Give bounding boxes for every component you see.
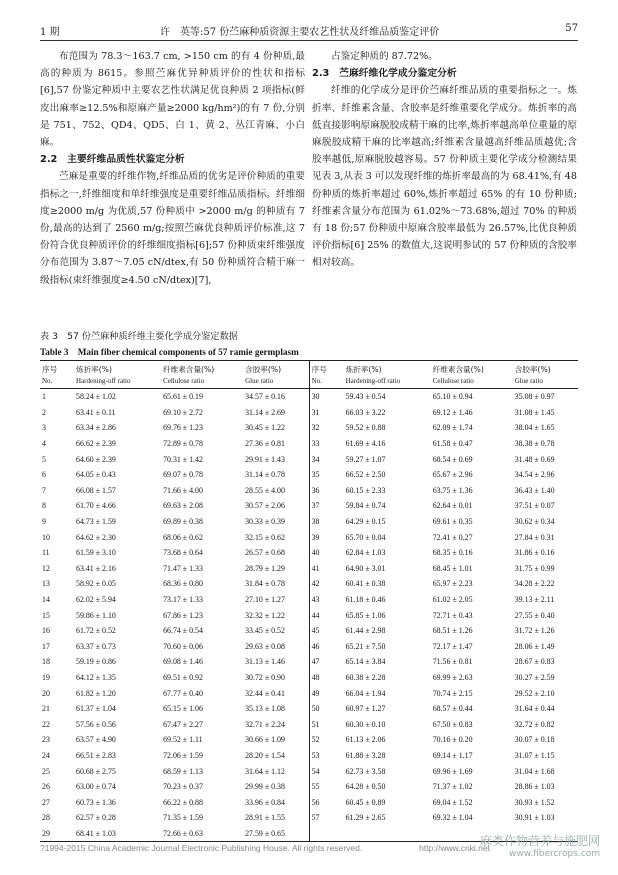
cell-cellulose: 69.89 ± 0.38 <box>163 517 203 527</box>
cell-hardening: 59.19 ± 0.86 <box>76 657 116 667</box>
cell-glue: 28.20 ± 1.54 <box>245 750 285 760</box>
cell-hardening: 65.70 ± 0.04 <box>345 532 386 542</box>
cell-glue: 27.84 ± 0.31 <box>514 532 555 542</box>
cell-no: 4 <box>42 439 46 449</box>
cell-cellulose: 61.02 ± 2.05 <box>432 595 473 605</box>
table-row <box>40 639 578 655</box>
cell-glue: 32.15 ± 0.62 <box>245 532 285 542</box>
cell-cellulose: 69.04 ± 1.52 <box>432 797 473 807</box>
table-row <box>40 529 578 545</box>
cell-hardening: 59.86 ± 1.10 <box>76 610 116 620</box>
cell-cellulose: 70.16 ± 0.20 <box>432 735 473 745</box>
table-row <box>40 732 578 748</box>
cell-no: 51 <box>309 716 344 732</box>
cell-glue: 32.44 ± 0.41 <box>245 688 285 698</box>
table-row <box>40 389 578 405</box>
cell-cellulose: 71.66 ± 4.00 <box>163 485 203 495</box>
watermark-line2: www.fibercrops.com <box>509 849 600 859</box>
cell-hardening: 58.92 ± 0.05 <box>76 579 116 589</box>
cell-hardening: 64.90 ± 3.01 <box>345 563 386 573</box>
watermark <box>480 835 600 861</box>
cell-hardening: 62.57 ± 0.28 <box>76 813 116 823</box>
cell-no: 20 <box>42 688 50 698</box>
cell-cellulose: 61.58 ± 0.47 <box>432 439 473 449</box>
cell-cellulose: 67.50 ± 0.83 <box>432 719 473 729</box>
col-header-hardening-en: Hardening-off ratio <box>76 377 131 385</box>
cell-cellulose: 69.52 ± 1.11 <box>163 735 203 745</box>
header-rule <box>40 40 578 41</box>
cell-no: 44 <box>309 607 344 623</box>
cell-hardening <box>344 826 431 842</box>
cell-glue: 30.27 ± 2.59 <box>514 672 555 682</box>
footer-url[interactable]: http://www.cnki.net <box>419 843 490 853</box>
cell-glue: 33.45 ± 0.52 <box>245 626 285 636</box>
table-caption-en: Table 3 Main fiber chemical components of 57 ramie germplasm <box>40 347 299 357</box>
cell-glue: 38.04 ± 1.65 <box>514 423 555 433</box>
cell-cellulose: 68.57 ± 0.44 <box>432 704 473 714</box>
cell-hardening: 64.28 ± 0.50 <box>345 782 386 792</box>
cell-glue: 31.48 ± 0.69 <box>514 454 555 464</box>
cell-cellulose: 72.66 ± 0.63 <box>163 828 203 838</box>
cell-glue: 28.91 ± 1.55 <box>245 813 285 823</box>
table-row <box>40 685 578 701</box>
col-header-hardening-en: Hardening-off ratio <box>345 377 401 385</box>
cell-no: 10 <box>42 532 50 542</box>
cell-glue: 31.72 ± 1.26 <box>514 626 555 636</box>
cell-hardening: 61.44 ± 2.98 <box>345 626 386 636</box>
cell-glue: 31.75 ± 0.99 <box>514 563 555 573</box>
cell-hardening: 60.30 ± 0.10 <box>345 719 386 729</box>
cell-no: 14 <box>42 595 50 605</box>
cell-hardening: 61.18 ± 0.46 <box>345 595 386 605</box>
cell-hardening: 68.41 ± 1.03 <box>76 828 116 838</box>
cell-no: 6 <box>42 470 46 480</box>
cell-hardening: 64.73 ± 1.59 <box>76 517 116 527</box>
cell-glue: 39.13 ± 2.11 <box>514 595 555 605</box>
cell-cellulose: 70.31 ± 1.42 <box>163 454 203 464</box>
running-header <box>40 20 578 40</box>
cell-no: 9 <box>42 517 46 527</box>
cell-glue: 32.72 ± 0.82 <box>514 719 555 729</box>
cell-glue: 31.64 ± 0.44 <box>514 704 555 714</box>
cell-hardening: 61.69 ± 4.16 <box>345 439 386 449</box>
cell-no: 26 <box>42 782 50 792</box>
cell-cellulose: 69.14 ± 1.17 <box>432 750 473 760</box>
col-header-no-en: No. <box>42 377 53 385</box>
cell-glue: 34.57 ± 0.16 <box>245 392 285 402</box>
cell-glue: 30.45 ± 1.22 <box>245 423 285 433</box>
cell-no: 22 <box>42 719 50 729</box>
cell-no: 16 <box>42 626 50 636</box>
cell-hardening: 58.24 ± 1.02 <box>76 392 116 402</box>
cell-cellulose: 71.56 ± 0.81 <box>432 657 473 667</box>
cell-cellulose: 62.09 ± 1.74 <box>432 423 473 433</box>
cell-glue: 27.10 ± 1.27 <box>245 595 285 605</box>
cell-no: 2 <box>42 407 46 417</box>
cell-cellulose: 68.51 ± 1.26 <box>432 626 473 636</box>
cell-no: 52 <box>309 732 344 748</box>
cell-no: 57 <box>309 810 344 826</box>
table-row <box>40 592 578 608</box>
cell-cellulose: 69.12 ± 1.46 <box>432 407 473 417</box>
cell-hardening: 61.29 ± 2.65 <box>345 813 386 823</box>
cell-hardening: 65.85 ± 1.06 <box>345 610 386 620</box>
cell-no: 55 <box>309 779 344 795</box>
cell-no: 12 <box>42 563 50 573</box>
cell-cellulose: 62.64 ± 0.01 <box>432 501 473 511</box>
cell-cellulose: 69.99 ± 2.63 <box>432 672 473 682</box>
cell-no: 27 <box>42 797 50 807</box>
table-row <box>40 405 578 421</box>
right-section-heading: 2.3 苎麻纤维化学成分鉴定分析 <box>312 68 457 80</box>
cell-hardening: 66.62 ± 2.39 <box>76 439 116 449</box>
cell-glue: 26.57 ± 0.68 <box>245 548 285 558</box>
cell-glue: 28.86 ± 1.03 <box>514 782 555 792</box>
cell-cellulose: 67.86 ± 1.23 <box>163 610 203 620</box>
table-row <box>40 654 578 670</box>
cell-no: 21 <box>42 704 50 714</box>
col-header-glue-en: Glue ratio <box>514 377 543 385</box>
cell-cellulose: 66.22 ± 0.88 <box>163 797 203 807</box>
cell-no: 40 <box>309 545 344 561</box>
cell-no: 35 <box>309 467 344 483</box>
cell-glue: 29.52 ± 2.10 <box>514 688 555 698</box>
cell-hardening: 64.12 ± 1.35 <box>76 672 116 682</box>
cell-glue: 31.13 ± 1.46 <box>245 657 285 667</box>
cell-no: 18 <box>42 657 50 667</box>
cell-no: 3 <box>42 423 46 433</box>
col-header-hardening: 炼折率(%) <box>76 365 112 374</box>
cell-glue: 30.62 ± 0.34 <box>514 517 555 527</box>
cell-hardening: 63.34 ± 2.86 <box>76 423 116 433</box>
cell-glue: 31.86 ± 0.16 <box>514 548 555 558</box>
cell-hardening: 64.05 ± 0.43 <box>76 470 116 480</box>
cell-glue: 28.79 ± 1.29 <box>245 563 285 573</box>
cell-hardening: 59.27 ± 1.07 <box>345 454 386 464</box>
cell-no: 23 <box>42 735 50 745</box>
cell-cellulose: 72.71 ± 0.43 <box>432 610 473 620</box>
running-title: 许 英等:57 份苎麻种质资源主要农艺性状及纤维品质鉴定评价 <box>160 27 440 38</box>
cell-hardening: 61.13 ± 2.06 <box>345 735 386 745</box>
cell-glue: 31.08 ± 1.45 <box>514 407 555 417</box>
table-row <box>40 576 578 592</box>
cell-glue: 30.07 ± 0.18 <box>514 735 555 745</box>
cell-no: 32 <box>309 420 344 436</box>
table-row <box>40 451 578 467</box>
cell-glue: 27.36 ± 0.81 <box>245 439 285 449</box>
cell-hardening: 62.02 ± 5.94 <box>76 595 116 605</box>
left-paragraph: 苎麻是重要的纤维作物,纤维品质的优劣是评价种质的重要指标之一,纤维细度和单纤维强度是重要纤维品质指标。纤维细度≥2000 m/g 为优质,57 份种质中 >2000 m/g 的种质有 7 份,最高的达到了 2560 m/g;按照苎麻优良种质评价标准,这 7 份符合优良种质评价的纤维细度指标[6];57 份种质束纤维强度分布范围为 3.87～7.05 cN/dtex,有 50 份种质符合精干麻一级指标(束纤维强度≥4.50 cN/dtex)[7], <box>40 171 305 286</box>
cell-no: 11 <box>42 548 50 558</box>
cell-cellulose: 71.35 ± 1.59 <box>163 813 203 823</box>
cell-hardening: 60.38 ± 2.28 <box>345 672 386 682</box>
cell-no: 43 <box>309 592 344 608</box>
table-row <box>40 748 578 764</box>
cell-no: 41 <box>309 561 344 577</box>
cell-hardening: 64.62 ± 2.30 <box>76 532 116 542</box>
cell-no: 39 <box>309 529 344 545</box>
table-row <box>40 545 578 561</box>
cell-glue: 37.51 ± 0.07 <box>514 501 555 511</box>
cell-hardening: 61.72 ± 0.52 <box>76 626 116 636</box>
cell-hardening: 61.70 ± 4.66 <box>76 501 116 511</box>
cell-no: 42 <box>309 576 344 592</box>
cell-cellulose: 65.61 ± 0.19 <box>163 392 203 402</box>
cell-hardening: 61.88 ± 3.28 <box>345 750 386 760</box>
cell-cellulose: 69.76 ± 1.23 <box>163 423 203 433</box>
col-header-cellulose-en: Cellulose ratio <box>432 377 474 385</box>
cell-hardening: 63.37 ± 0.73 <box>76 641 116 651</box>
cell-hardening: 65.14 ± 3.84 <box>345 657 386 667</box>
cell-no: 8 <box>42 501 46 511</box>
cell-no: 56 <box>309 794 344 810</box>
copyright-notice: ?1994-2015 China Academic Journal Electronic Publishing House. All rights reserved. <box>40 843 363 853</box>
table-header-row-cn <box>40 361 578 377</box>
table-row <box>40 561 578 577</box>
cell-cellulose: 65.97 ± 2.23 <box>432 579 473 589</box>
cell-hardening: 63.57 ± 4.90 <box>76 735 116 745</box>
cell-no: 19 <box>42 672 50 682</box>
table-row <box>40 607 578 623</box>
cell-no: 45 <box>309 623 344 639</box>
cell-hardening: 61.59 ± 3.10 <box>76 548 116 558</box>
table-caption-cn: 表 3 57 份苎麻种质纤维主要化学成分鉴定数据 <box>40 331 238 342</box>
cell-glue: 30.93 ± 1.52 <box>514 797 555 807</box>
table-row <box>40 483 578 499</box>
table-row <box>40 623 578 639</box>
cell-glue: 31.64 ± 1.12 <box>245 766 285 776</box>
table-row <box>40 436 578 452</box>
cell-glue: 38.38 ± 0.78 <box>514 439 555 449</box>
cell-hardening: 60.73 ± 1.36 <box>76 797 116 807</box>
cell-cellulose: 71.37 ± 1.02 <box>432 782 473 792</box>
cell-glue: 28.55 ± 4.00 <box>245 485 285 495</box>
cell-hardening: 66.04 ± 1.94 <box>345 688 386 698</box>
cell-hardening: 57.56 ± 0.56 <box>76 719 116 729</box>
cell-hardening: 59.84 ± 0.74 <box>345 501 386 511</box>
cell-glue: 27.59 ± 0.65 <box>245 828 285 838</box>
cell-glue: 30.91 ± 1.03 <box>514 813 555 823</box>
page-number: 57 <box>565 23 578 34</box>
table-row <box>40 794 578 810</box>
table-row <box>40 716 578 732</box>
cell-hardening: 61.82 ± 1.20 <box>76 688 116 698</box>
table-row <box>40 467 578 483</box>
cell-no: 46 <box>309 639 344 655</box>
cell-no: 37 <box>309 498 344 514</box>
cell-cellulose: 72.41 ± 0.27 <box>432 532 473 542</box>
cell-glue: 31.07 ± 1.15 <box>514 750 555 760</box>
cell-no: 24 <box>42 750 50 760</box>
cell-glue: 29.63 ± 0.08 <box>245 641 285 651</box>
cell-cellulose: 70.74 ± 2.15 <box>432 688 473 698</box>
left-text-column <box>40 48 305 289</box>
cell-cellulose: 69.63 ± 2.08 <box>163 501 203 511</box>
cell-glue: 31.14 ± 2.69 <box>245 407 285 417</box>
cell-cellulose: 69.51 ± 0.92 <box>163 672 203 682</box>
cell-hardening: 60.15 ± 2.33 <box>345 485 386 495</box>
cell-cellulose: 71.47 ± 1.33 <box>163 563 203 573</box>
cell-glue: 34.54 ± 2.96 <box>514 470 555 480</box>
watermark-line1: 麻类作物营养与施肥网 <box>479 834 600 848</box>
cell-no: 38 <box>309 514 344 530</box>
right-paragraph: 纤维的化学成分是评价苎麻纤维品质的重要指标之一。炼折率、纤维素含量、含胶率是纤维重要化学成分。炼折率的高低直接影响原麻脱胶成精干麻的比率,炼折率越高单位重量的原麻脱胶成精干麻的比率越高;纤维素含量越高纤维品质越优;含胶率越低,原麻脱胶越容易。57 份种质主要化学成分检测结果见表 3,从表 3 可以发现纤维的炼折率最高的为 68.41%,有 48 份种质的炼折率超过 60%,炼折率超过 65% 的有 10 份种质;纤维素含量分布范围为 61.02%～73.68%,超过 70% 的种质有 18 份;57 份种质中原麻含胶率最低为 26.57%,比优良种质评价指标[6] 25% 的数值大,这说明参试的 57 份种质的含胶率相对较高。 <box>312 85 577 269</box>
cell-cellulose: 69.08 ± 1.46 <box>163 657 203 667</box>
cell-cellulose: 73.17 ± 1.33 <box>163 595 203 605</box>
table-row <box>40 498 578 514</box>
cell-cellulose: 73.68 ± 0.64 <box>163 548 203 558</box>
cell-no: 30 <box>309 389 344 405</box>
table-header-row-en <box>40 376 578 389</box>
cell-cellulose: 69.32 ± 1.04 <box>432 813 473 823</box>
cell-cellulose: 72.89 ± 0.78 <box>163 439 203 449</box>
col-header-cellulose: 纤维素含量(%) <box>432 365 484 374</box>
col-header-glue-en: Glue ratio <box>245 377 274 385</box>
cell-no: 50 <box>309 701 344 717</box>
table-row <box>40 670 578 686</box>
cell-cellulose: 65.15 ± 1.06 <box>163 704 203 714</box>
cell-hardening: 66.51 ± 2.83 <box>76 750 116 760</box>
cell-glue: 34.28 ± 2.22 <box>514 579 555 589</box>
left-section-heading: 2.2 主要纤维品质性状鉴定分析 <box>40 154 185 166</box>
cell-no: 49 <box>309 685 344 701</box>
cell-glue: 28.67 ± 0.83 <box>514 657 555 667</box>
cell-hardening: 60.68 ± 2.75 <box>76 766 116 776</box>
cell-cellulose: 68.45 ± 1.01 <box>432 563 473 573</box>
cell-cellulose: 67.47 ± 2.27 <box>163 719 203 729</box>
cell-cellulose: 69.07 ± 0.78 <box>163 470 203 480</box>
cell-hardening: 63.00 ± 0.74 <box>76 782 116 792</box>
cell-glue: 35.13 ± 1.08 <box>245 704 285 714</box>
cell-hardening: 64.29 ± 0.15 <box>345 517 386 527</box>
right-text-column <box>312 48 577 272</box>
cell-hardening: 60.45 ± 0.89 <box>345 797 386 807</box>
cell-cellulose: 68.54 ± 0.69 <box>432 454 473 464</box>
left-paragraph: 布范围为 78.3～163.7 cm, >150 cm 的有 4 份种质,最高的种质为 8615。参照苎麻优异种质评价的性状和指标[6],57 份鉴定种质中主要农艺性状满足优良种质 2 项指标(鲜皮出麻率≥12.5%和原麻产量≥2000 kg/hm²)的有 7 份,分别是 751、752、QD4、QD5、白 1、黄 2、丛江青麻、小白麻。 <box>40 51 305 149</box>
cell-no: 17 <box>42 641 50 651</box>
table-row <box>40 779 578 795</box>
col-header-glue: 含胶率(%) <box>514 365 551 374</box>
cell-cellulose: 65.67 ± 2.96 <box>432 470 473 480</box>
chemical-components-table <box>40 360 578 842</box>
cell-no: 54 <box>309 763 344 779</box>
cell-glue: 29.91 ± 1.43 <box>245 454 285 464</box>
cell-no: 33 <box>309 436 344 452</box>
cell-glue: 30.33 ± 0.39 <box>245 517 285 527</box>
cell-glue: 36.43 ± 1.40 <box>514 485 555 495</box>
cell-glue: 28.06 ± 1.49 <box>514 641 555 651</box>
cell-cellulose: 72.06 ± 1.59 <box>163 750 203 760</box>
cell-hardening: 62.73 ± 3.58 <box>345 766 386 776</box>
col-header-cellulose-en: Cellulose ratio <box>163 377 205 385</box>
cell-glue: 35.08 ± 0.97 <box>514 392 555 402</box>
cell-no: 53 <box>309 748 344 764</box>
cell-cellulose: 67.77 ± 0.40 <box>163 688 203 698</box>
cell-hardening: 66.03 ± 3.22 <box>345 407 386 417</box>
cell-cellulose: 66.74 ± 0.54 <box>163 626 203 636</box>
cell-no: 48 <box>309 670 344 686</box>
cell-hardening: 59.43 ± 0.54 <box>345 392 386 402</box>
cell-hardening: 64.60 ± 2.39 <box>76 454 116 464</box>
cell-glue: 31.14 ± 0.78 <box>245 470 285 480</box>
cell-no: 28 <box>42 813 50 823</box>
cell-no: 5 <box>42 454 46 464</box>
cell-cellulose: 68.35 ± 0.16 <box>432 548 473 558</box>
cell-cellulose: 63.75 ± 1.36 <box>432 485 473 495</box>
cell-cellulose: 68.36 ± 0.80 <box>163 579 203 589</box>
cell-cellulose: 69.96 ± 1.69 <box>432 766 473 776</box>
table-body <box>40 389 578 842</box>
cell-hardening: 66.52 ± 2.50 <box>345 470 386 480</box>
cell-hardening: 63.41 ± 0.11 <box>76 407 116 417</box>
cell-no: 1 <box>42 392 46 402</box>
cell-cellulose: 72.17 ± 1.47 <box>432 641 473 651</box>
cell-glue: 27.55 ± 0.40 <box>514 610 555 620</box>
cell-no: 25 <box>42 766 50 776</box>
col-header-cellulose: 纤维素含量(%) <box>163 365 215 374</box>
table-row <box>40 420 578 436</box>
cell-glue: 31.84 ± 0.78 <box>245 579 285 589</box>
cell-no: 34 <box>309 451 344 467</box>
cell-cellulose: 68.06 ± 0.62 <box>163 532 203 542</box>
col-header-no-en: No. <box>309 376 344 389</box>
cell-hardening: 65.21 ± 7.50 <box>345 641 386 651</box>
cell-no: 36 <box>309 483 344 499</box>
cell-glue: 30.72 ± 0.90 <box>245 672 285 682</box>
right-paragraph: 占鉴定种质的 87.72%。 <box>331 51 438 62</box>
cell-hardening: 62.84 ± 1.03 <box>345 548 386 558</box>
cell-hardening: 63.41 ± 2.16 <box>76 563 116 573</box>
table-row <box>40 701 578 717</box>
cell-glue: 32.32 ± 1.22 <box>245 610 285 620</box>
cell-no <box>309 826 344 842</box>
cell-no: 29 <box>42 828 50 838</box>
cell-hardening: 60.41 ± 0.38 <box>345 579 386 589</box>
table-row <box>40 763 578 779</box>
cell-glue: 33.96 ± 0.84 <box>245 797 285 807</box>
col-header-no: 序号 <box>309 361 344 377</box>
issue-label: 1 期 <box>40 27 60 38</box>
cell-cellulose: 70.60 ± 0.06 <box>163 641 203 651</box>
cell-no: 47 <box>309 654 344 670</box>
cell-cellulose: 65.10 ± 0.94 <box>432 392 473 402</box>
cell-no: 13 <box>42 579 50 589</box>
cell-cellulose: 68.59 ± 1.13 <box>163 766 203 776</box>
cell-cellulose: 69.10 ± 2.72 <box>163 407 203 417</box>
col-header-no: 序号 <box>42 365 58 374</box>
cell-cellulose: 70.23 ± 0.37 <box>163 782 203 792</box>
cell-glue: 29.99 ± 0.38 <box>245 782 285 792</box>
cell-glue: 31.04 ± 1.68 <box>514 766 555 776</box>
cell-glue: 30.66 ± 1.09 <box>245 735 285 745</box>
col-header-hardening: 炼折率(%) <box>345 365 382 374</box>
cell-hardening: 61.37 ± 1.04 <box>76 704 116 714</box>
cell-no: 15 <box>42 610 50 620</box>
cell-no: 7 <box>42 485 46 495</box>
table-row <box>40 810 578 826</box>
cell-hardening: 60.97 ± 1.27 <box>345 704 386 714</box>
cell-no: 31 <box>309 405 344 421</box>
cell-glue: 32.71 ± 2.24 <box>245 719 285 729</box>
cell-hardening: 66.08 ± 1.57 <box>76 485 116 495</box>
cell-glue: 30.57 ± 2.06 <box>245 501 285 511</box>
cell-cellulose: 69.61 ± 0.35 <box>432 517 473 527</box>
cell-hardening: 59.52 ± 0.88 <box>345 423 386 433</box>
col-header-glue: 含胶率(%) <box>245 365 282 374</box>
table-row <box>40 514 578 530</box>
